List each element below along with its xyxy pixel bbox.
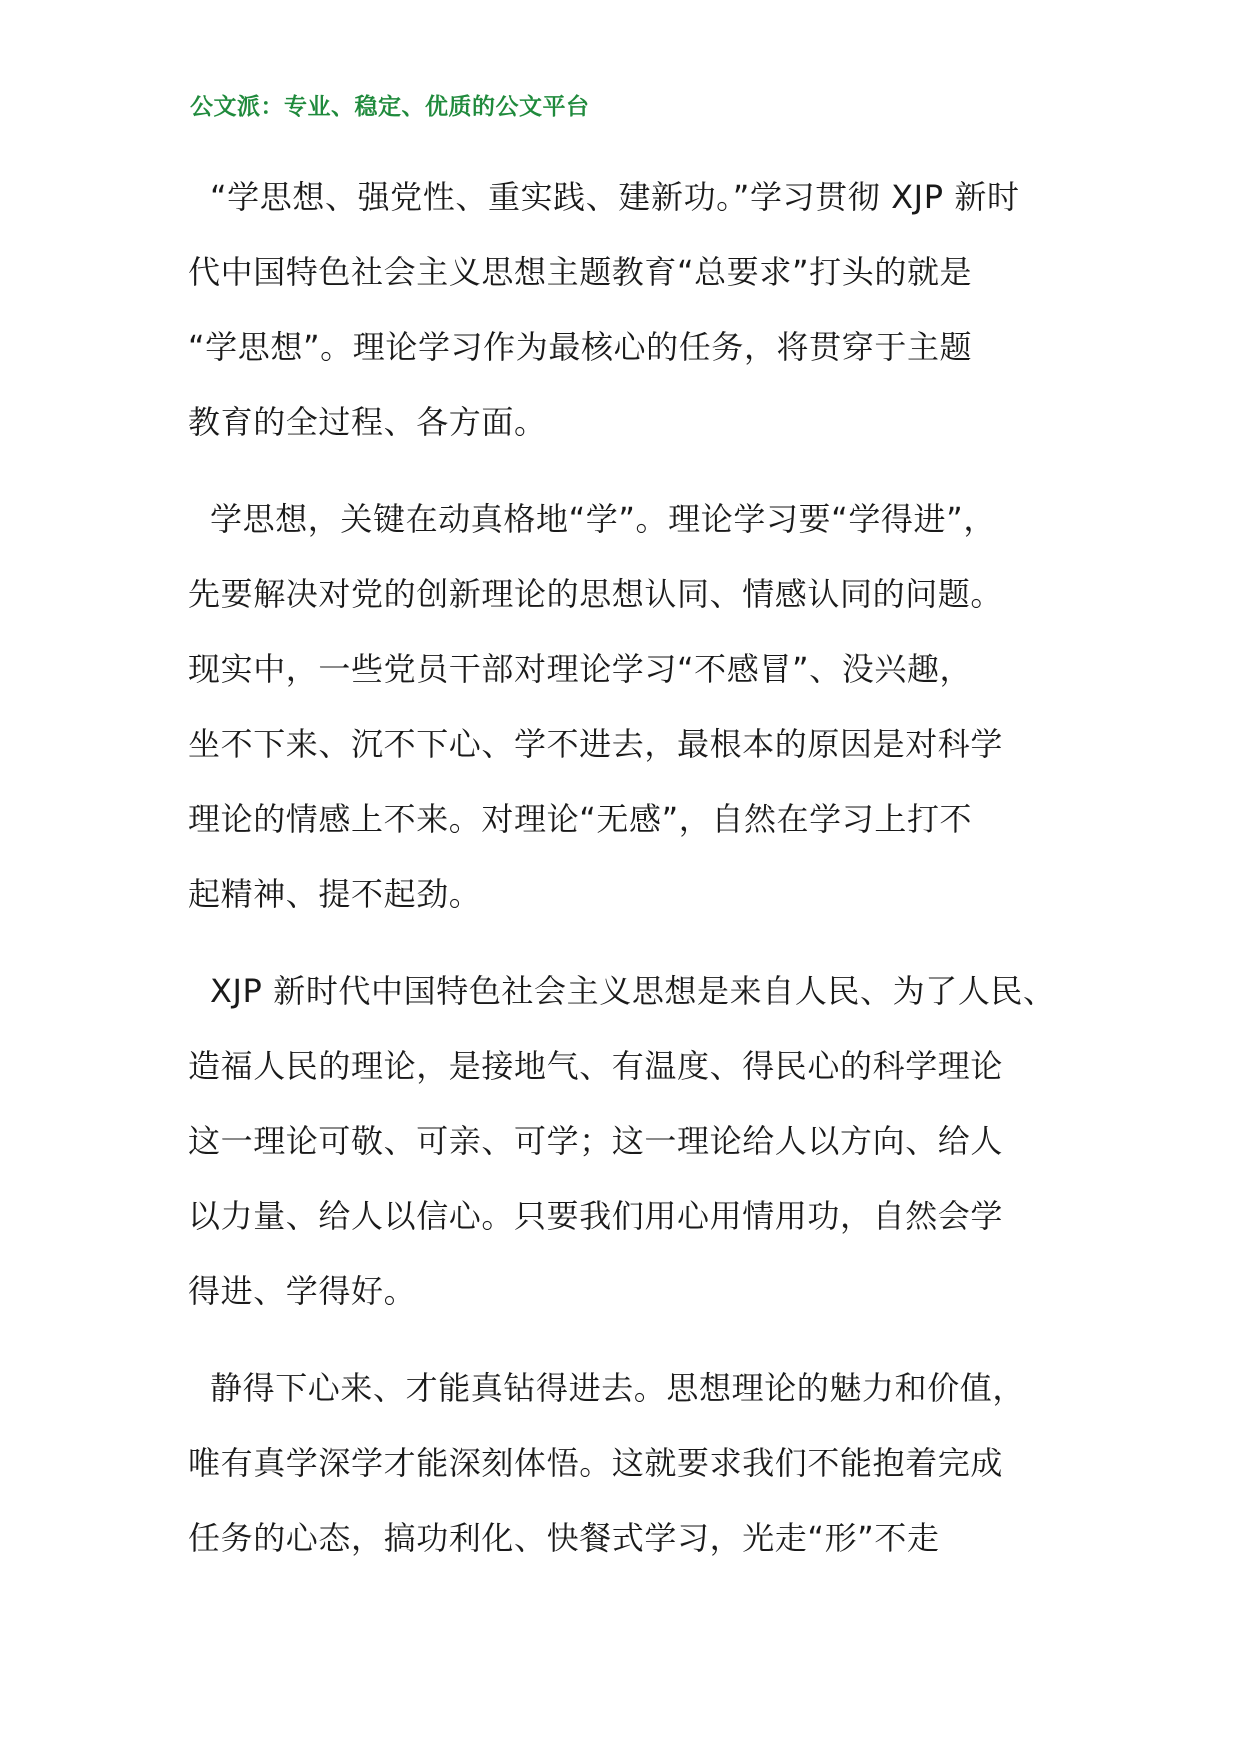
text-line: 起精神、提不起劲。 — [188, 875, 482, 913]
text-line: “学思想”。理论学习作为最核心的任务，将贯穿于主题 — [188, 328, 973, 366]
text-line: 教育的全过程、各方面。 — [188, 403, 547, 441]
text-line: 先要解决对党的创新理论的思想认同、情感认同的问题。 — [188, 575, 1004, 613]
text-line: 学思想，关键在动真格地“学”。理论学习要“学得进”， — [210, 500, 996, 538]
text-line: 唯有真学深学才能深刻体悟。这就要求我们不能抱着完成 — [188, 1444, 1004, 1482]
text-line: “学思想、强党性、重实践、建新功。”学习贯彻 XJP 新时 — [210, 178, 1020, 216]
document-body — [188, 160, 1068, 1598]
text-line: 代中国特色社会主义思想主题教育“总要求”打头的就是 — [188, 253, 973, 291]
paragraph-1 — [188, 160, 1068, 460]
text-line: 这一理论可敬、可亲、可学；这一理论给人以方向、给人 — [188, 1122, 1004, 1160]
text-line: 造福人民的理论，是接地气、有温度、得民心的科学理论 — [188, 1047, 1004, 1085]
text-line: 理论的情感上不来。对理论“无感”，自然在学习上打不 — [188, 800, 973, 838]
text-line: 静得下心来、才能真钻得进去。思想理论的魅力和价值， — [210, 1369, 1026, 1407]
text-line: 以力量、给人以信心。只要我们用心用情用功，自然会学 — [188, 1197, 1004, 1235]
header-title: 公文派：专业、稳定、优质的公文平台 — [190, 94, 590, 120]
paragraph-4 — [188, 1351, 1068, 1576]
text-line: XJP 新时代中国特色社会主义思想是来自人民、为了人民、 — [210, 972, 1056, 1010]
paragraph-2 — [188, 482, 1068, 932]
text-line: 任务的心态，搞功利化、快餐式学习，光走“形”不走 — [188, 1519, 940, 1557]
text-line: 得进、学得好。 — [188, 1272, 417, 1310]
text-line: 现实中，一些党员干部对理论学习“不感冒”、没兴趣， — [188, 650, 973, 688]
text-line: 坐不下来、沉不下心、学不进去，最根本的原因是对科学 — [188, 725, 1004, 763]
paragraph-3 — [188, 954, 1068, 1329]
